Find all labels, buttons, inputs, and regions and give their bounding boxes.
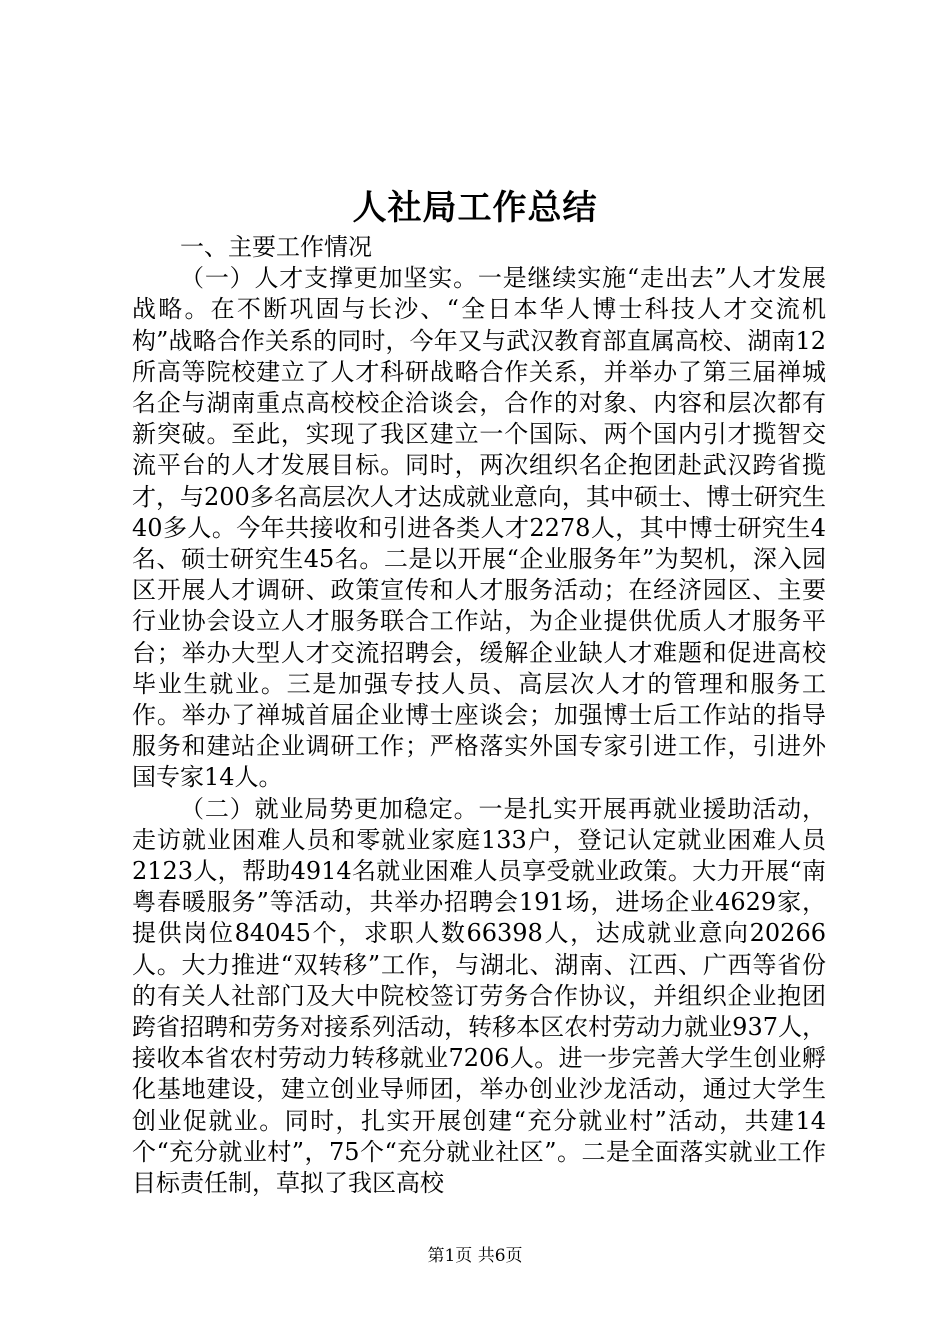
paragraph-employment: （二）就业局势更加稳定。一是扎实开展再就业援助活动，走访就业困难人员和零就业家庭133户，登记认定就业困难人员2123人，帮助4914名就业困难人员享受就业政策。大力开展“南粤春暖服务”等活动，共举办招聘会191场，进场企业4629家，提供岗位84045个，求职人数66398人，达成就业意向20266人。大力推进“双转移”工作，与湖北、湖南、江西、广西等省份的有关人社部门及大中院校签订劳务合作协议，并组织企业抱团跨省招聘和劳务对接系列活动，转移本区农村劳动力就业937人，接收本省农村劳动力转移就业7206人。进一步完善大学生创业孵化基地建设，建立创业导师团，举办创业沙龙活动，通过大学生创业促就业。同时，扎实开展创建“充分就业村”活动，共建14个“充分就业村”，75个“充分就业社区”。二是全面落实就业工作目标责任制，草拟了我区高校 (132, 794, 826, 1198)
document-body (132, 232, 826, 1199)
paragraph-talent-support: （一）人才支撑更加坚实。一是继续实施“走出去”人才发展战略。在不断巩固与长沙、“全日本华人博士科技人才交流机构”战略合作关系的同时，今年又与武汉教育部直属高校、湖南12所高等院校建立了人才科研战略合作关系，并举办了第三届禅城名企与湖南重点高校校企洽谈会，合作的对象、内容和层次都有新突破。至此，实现了我区建立一个国际、两个国内引才揽智交流平台的人才发展目标。同时，两次组织名企抱团赴武汉跨省揽才，与200多名高层次人才达成就业意向，其中硕士、博士研究生40多人。今年共接收和引进各类人才2278人，其中博士研究生4名、硕士研究生45名。二是以开展“企业服务年”为契机，深入园区开展人才调研、政策宣传和人才服务活动；在经济园区、主要行业协会设立人才服务联合工作站，为企业提供优质人才服务平台；举办大型人才交流招聘会，缓解企业缺人才难题和促进高校毕业生就业。三是加强专技人员、高层次人才的管理和服务工作。举办了禅城首届企业博士座谈会；加强博士后工作站的指导服务和建站企业调研工作；严格落实外国专家引进工作，引进外国专家14人。 (132, 264, 826, 792)
document-title: 人社局工作总结 (352, 188, 598, 228)
page-footer: 第1页 共6页 (427, 1246, 523, 1266)
section-heading: 一、主要工作情况 (180, 233, 372, 261)
